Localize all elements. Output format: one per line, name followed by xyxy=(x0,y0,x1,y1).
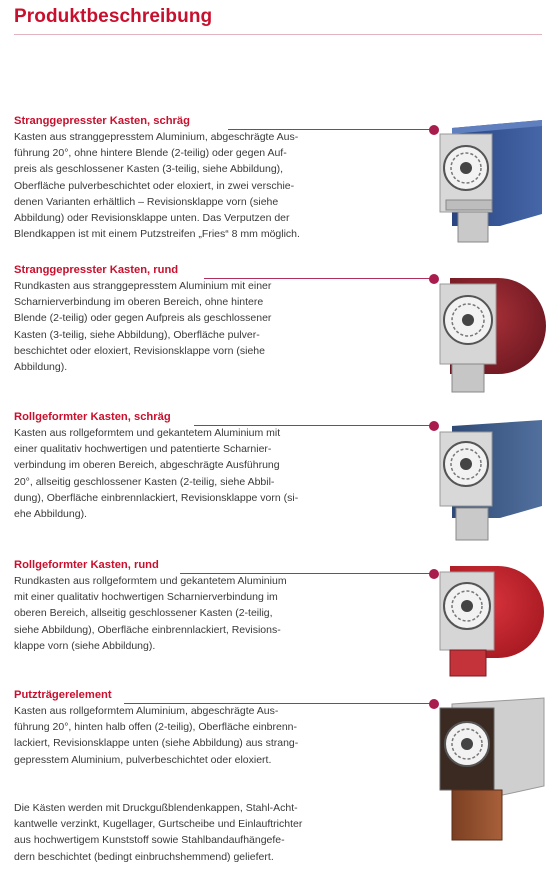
section-putztraegerelement xyxy=(14,688,344,768)
text-line: Kasten aus stranggepresstem Aluminium, abgeschrägte Aus- xyxy=(14,131,299,143)
footer-description xyxy=(14,800,344,865)
pointer-line xyxy=(180,573,434,574)
text-line: aus hochwertigem Kunststoff sowie Stahlbandaufhängefe- xyxy=(14,834,285,847)
text-line: führung 20°, ohne hintere Blende (2-teilig) oder gegen Auf- xyxy=(14,147,287,160)
text-line: Oberfläche pulverbeschichtet oder eloxiert, in zwei verschie- xyxy=(14,179,295,192)
section-stranggepresst-schraeg xyxy=(14,114,344,242)
shaft xyxy=(460,458,472,470)
text-line: klappe vorn (siehe Abbildung). xyxy=(14,639,156,652)
text-line: oberen Bereich, allseitig geschlossener Kasten (2-teilig, xyxy=(14,607,273,620)
section-description xyxy=(14,425,344,522)
shaft xyxy=(462,314,474,326)
section-description xyxy=(14,573,344,654)
text-line: preis als geschlossener Kasten (3-teilig, siehe Abbildung), xyxy=(14,163,284,176)
section-rollgeformt-schraeg xyxy=(14,410,344,522)
section-description xyxy=(14,129,344,242)
page-title: Produktbeschreibung xyxy=(14,6,213,27)
section-heading: Rollgeformter Kasten, schräg xyxy=(14,411,171,423)
guide-rail xyxy=(450,650,486,676)
guide-rail xyxy=(456,508,488,540)
text-line: siehe Abbildung), Oberfläche einbrennlackiert, Revisions- xyxy=(14,623,281,636)
text-line: einer qualitativ hochwertigen und patentierte Scharnier- xyxy=(14,443,272,456)
text-line: Abbildung). xyxy=(14,361,68,374)
text-line: Kasten (3-teilig, siehe Abbildung), Oberfläche pulver- xyxy=(14,328,260,341)
figure-stranggepresst-rund xyxy=(438,268,550,396)
pointer-line xyxy=(204,278,434,279)
text-line: Rundkasten aus rollgeformtem und gekantetem Aluminium xyxy=(14,575,287,587)
box-housing xyxy=(452,790,502,840)
pointer-line xyxy=(194,425,434,426)
text-line: denen Varianten erhältlich – Revisionsklappe vorn (siehe xyxy=(14,195,279,208)
section-heading: Stranggepresster Kasten, rund xyxy=(14,264,179,276)
guide-profile xyxy=(446,200,492,210)
text-line: dern beschichtet (bedingt einbruchshemmend) geliefert. xyxy=(14,850,274,863)
text-line: verbindung im oberen Bereich, abgeschrägte Ausführung xyxy=(14,459,280,472)
text-line: Scharnierverbindung im oberen Bereich, ohne hintere xyxy=(14,296,264,309)
pointer-line xyxy=(228,129,434,130)
text-line: gepresstem Aluminium, pulverbeschichtet oder eloxiert. xyxy=(14,753,272,766)
pointer-line xyxy=(124,703,434,704)
shaft xyxy=(461,600,473,612)
text-line: Rundkasten aus stranggepresstem Aluminium mit einer xyxy=(14,280,272,292)
text-line: 20°, allseitig geschlossener Kasten (2-teilig, siehe Abbil- xyxy=(14,475,275,488)
text-line: Blendkappen ist mit einem Putzstreifen „Fries“ 8 mm möglich. xyxy=(14,228,300,241)
text-line: Blende (2-teilig) oder gegen Aufpreis als geschlossener xyxy=(14,312,272,325)
text-line: führung 20°, hinten halb offen (2-teilig), Oberfläche einbrenn- xyxy=(14,721,298,734)
text-line: ehe Abbildung). xyxy=(14,508,87,521)
text-line: kantwelle verzinkt, Kugellager, Gurtscheibe und Einlauftrichter xyxy=(14,818,303,831)
text-line: Abbildung) oder Revisionsklappe unten. Das Verputzen der xyxy=(14,212,290,225)
figure-rollgeformt-rund xyxy=(438,560,550,680)
section-stranggepresst-rund xyxy=(14,263,344,375)
text-line: dung), Oberfläche einbrennlackiert, Revisionsklappe vorn (si- xyxy=(14,491,299,504)
section-heading: Rollgeformter Kasten, rund xyxy=(14,559,159,571)
shaft xyxy=(461,738,473,750)
guide-rail xyxy=(458,212,488,242)
guide-rail xyxy=(452,364,484,392)
figure-putztraegerelement xyxy=(438,694,550,844)
text-line: beschichtet oder eloxiert, Revisionsklappe vorn (siehe xyxy=(14,344,265,357)
figure-rollgeformt-schraeg xyxy=(438,414,546,544)
text-line: Die Kästen werden mit Druckgußblendenkappen, Stahl-Acht- xyxy=(14,802,298,814)
title-divider xyxy=(14,34,542,35)
section-description xyxy=(14,703,344,768)
section-heading: Putzträgerelement xyxy=(14,689,112,701)
text-line: mit einer qualitativ hochwertigen Scharnierverbindung im xyxy=(14,591,278,604)
section-description xyxy=(14,278,344,375)
shaft xyxy=(460,162,472,174)
text-line: Kasten aus rollgeformtem und gekantetem Aluminium mit xyxy=(14,427,281,439)
text-line: lackiert, Revisionsklappe unten (siehe Abbildung) aus strang- xyxy=(14,737,299,750)
text-line: Kasten aus rollgeformtem Aluminium, abgeschrägte Aus- xyxy=(14,705,279,717)
footer-paragraph xyxy=(14,800,344,865)
figure-stranggepresst-schraeg xyxy=(438,116,546,246)
section-heading: Stranggepresster Kasten, schräg xyxy=(14,115,190,127)
